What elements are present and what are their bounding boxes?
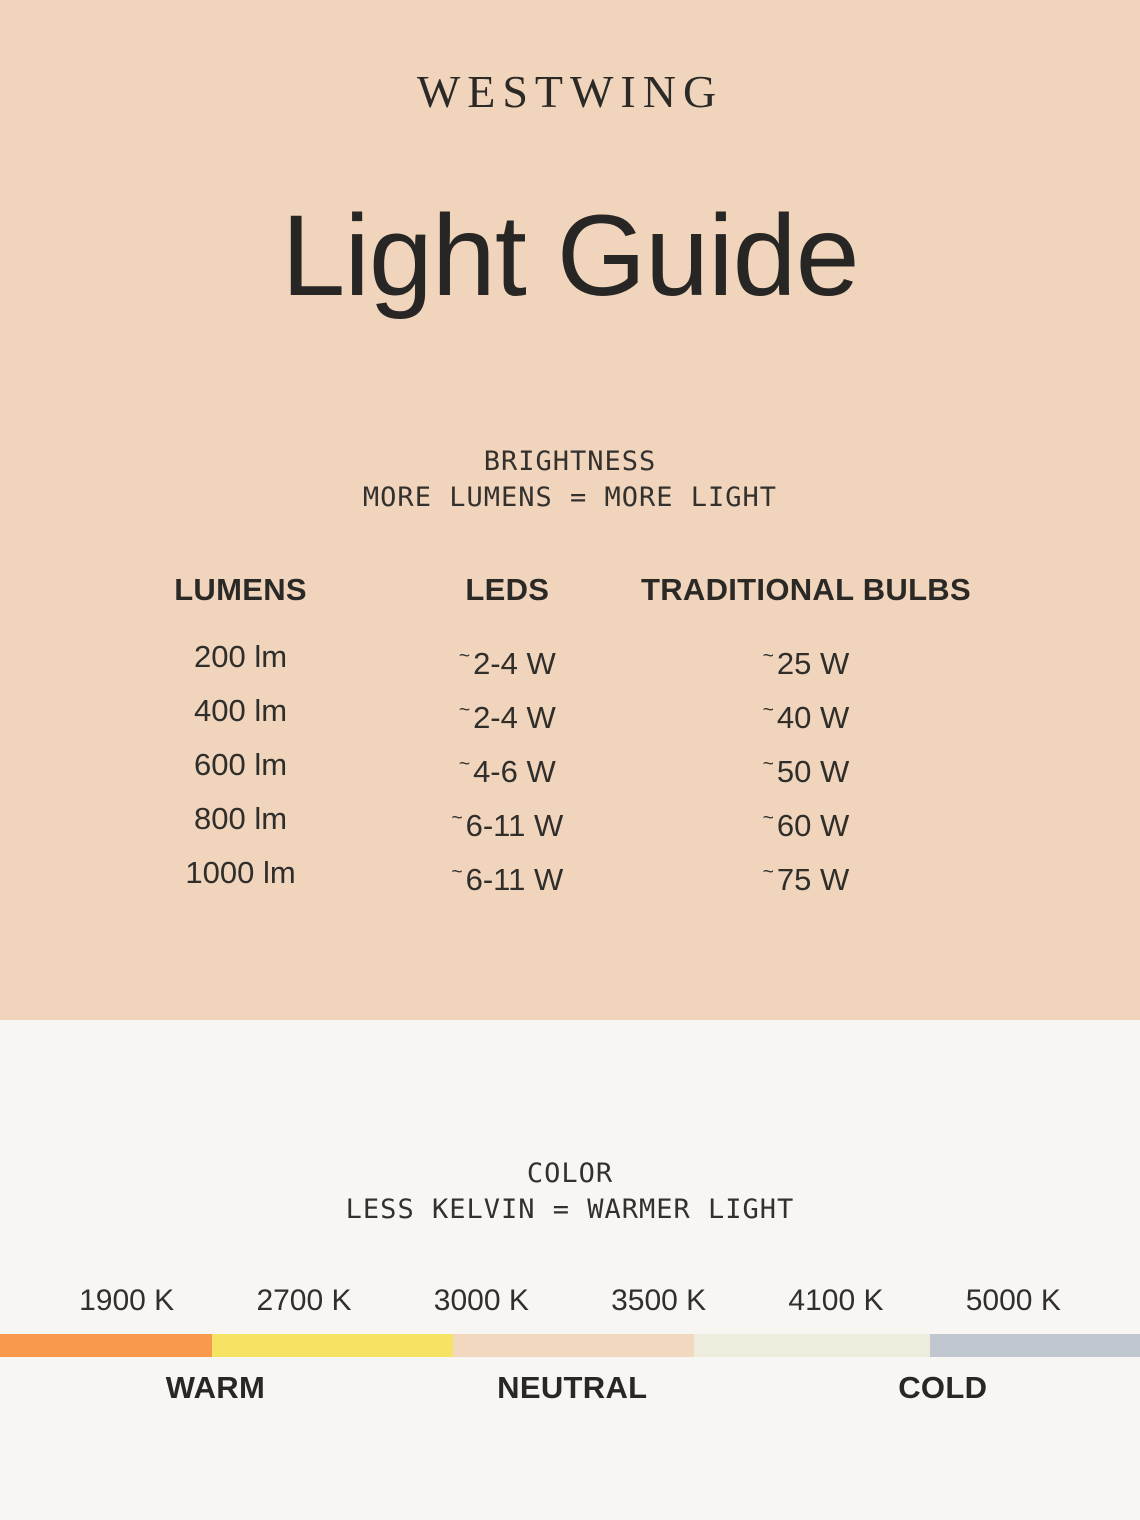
kelvin-label: 2700 K [256,1284,352,1317]
approx-symbol: ~ [762,862,774,883]
brightness-subheading: MORE LUMENS = MORE LIGHT [362,482,778,513]
traditional-watt-value: ~75 W [762,861,850,897]
kelvin-label: 1900 K [79,1284,175,1317]
table-row [0,796,1140,850]
neutral-label: NEUTRAL [497,1370,648,1405]
table-header-row [0,572,1140,634]
led-watt-value: ~6-11 W [451,861,564,897]
led-watt-value: ~2-4 W [458,645,556,681]
approx-symbol: ~ [458,646,471,667]
approx-symbol: ~ [458,754,471,775]
brand-logo: WESTWING [416,66,724,117]
lumens-table [0,572,1140,904]
column-header-traditional-bulbs: TRADITIONAL BULBS [640,572,971,607]
kelvin-label: 4100 K [788,1284,884,1317]
led-watt-value: ~4-6 W [458,753,556,789]
gradient-bar-segment [212,1334,453,1357]
table-row [0,742,1140,796]
column-header-lumens: LUMENS [174,572,307,607]
approx-symbol: ~ [451,808,463,829]
approx-symbol: ~ [451,862,463,883]
approx-symbol: ~ [762,700,774,721]
approx-symbol: ~ [762,646,774,667]
lumens-value: 1000 lm [185,855,296,890]
temperature-gradient-bar [0,1334,1140,1357]
temperature-labels [0,1370,1140,1410]
table-row [0,850,1140,904]
color-section [0,1020,1140,1520]
traditional-watt-value: ~25 W [762,645,850,681]
approx-symbol: ~ [762,808,774,829]
kelvin-label: 3000 K [433,1284,529,1317]
brightness-heading: BRIGHTNESS [483,446,657,477]
approx-symbol: ~ [458,700,471,721]
gradient-bar-segment [930,1334,1140,1357]
led-watt-value: ~6-11 W [451,807,564,843]
approx-symbol: ~ [762,754,774,775]
color-subheading: LESS KELVIN = WARMER LIGHT [345,1194,795,1225]
lumens-value: 600 lm [194,747,288,782]
traditional-watt-value: ~50 W [762,753,850,789]
brightness-intro [0,444,1140,516]
kelvin-scale-labels [0,1284,1140,1318]
kelvin-label: 3500 K [611,1284,707,1317]
gradient-bar-segment [453,1334,695,1357]
page-title: Light Guide [281,192,859,320]
led-watt-value: ~2-4 W [458,699,556,735]
lumens-value: 200 lm [194,639,288,674]
traditional-watt-value: ~40 W [762,699,850,735]
lumens-value: 400 lm [194,693,288,728]
kelvin-label: 5000 K [965,1284,1061,1317]
warm-label: WARM [165,1370,266,1405]
lumens-table-body [0,634,1140,904]
table-row [0,688,1140,742]
table-row [0,634,1140,688]
column-header-leds: LEDS [465,572,550,607]
cold-label: COLD [898,1370,988,1405]
color-intro [0,1156,1140,1228]
color-heading: COLOR [526,1158,614,1189]
traditional-watt-value: ~60 W [762,807,850,843]
gradient-bar-segment [694,1334,930,1357]
lumens-value: 800 lm [194,801,288,836]
gradient-bar-segment [0,1334,212,1357]
